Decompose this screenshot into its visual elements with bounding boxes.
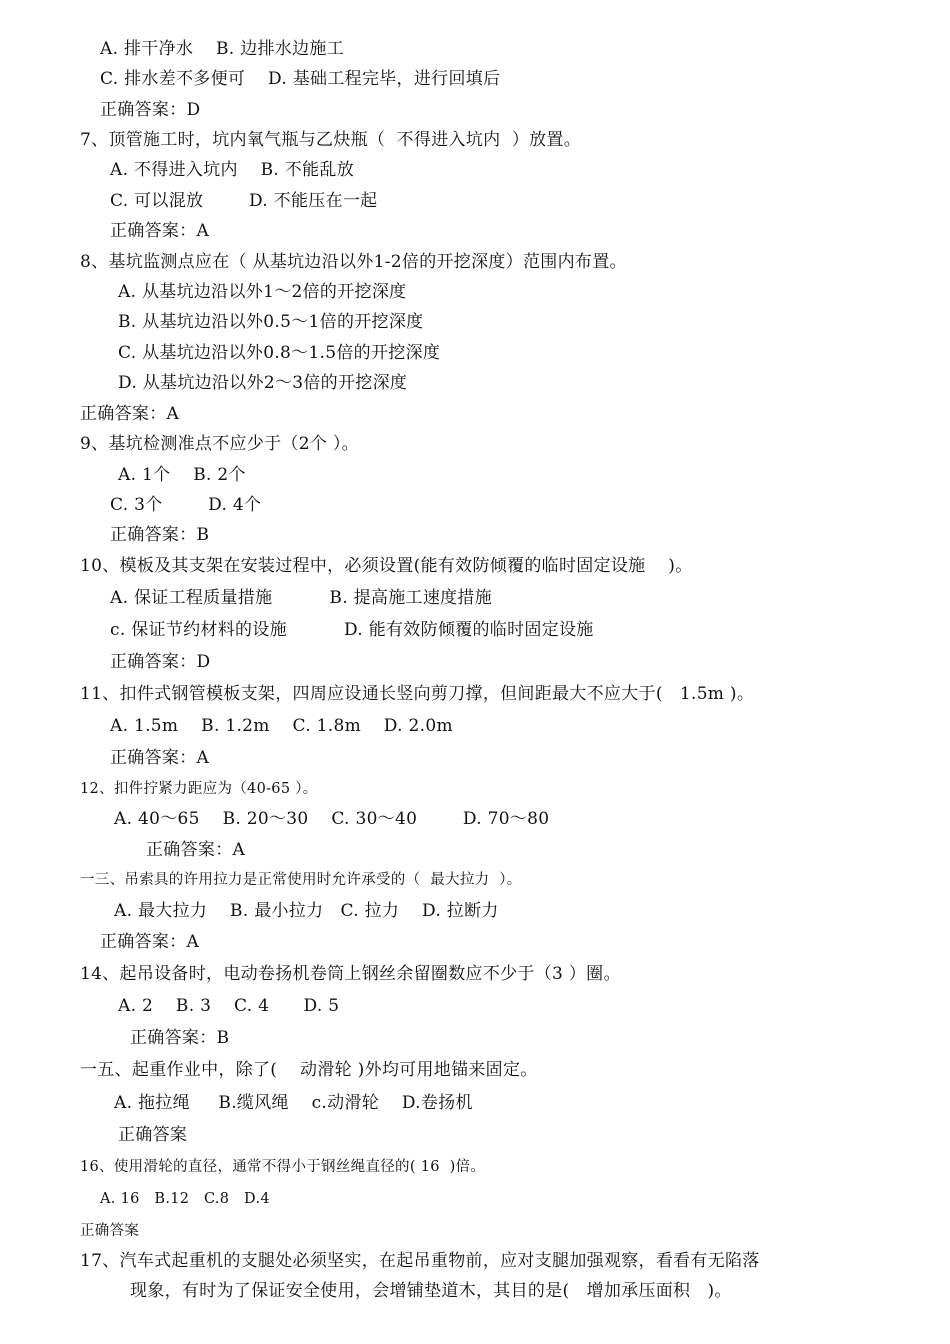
q9-options-cd: C. 3个 D. 4个	[110, 495, 262, 515]
q11-options: A. 1.5m B. 1.2m C. 1.8m D. 2.0m	[110, 716, 453, 736]
q9-options-ab: A. 1个 B. 2个	[118, 465, 246, 485]
q8-answer: 正确答案：A	[80, 404, 180, 424]
q16-options: A. 16 B.12 C.8 D.4	[100, 1191, 270, 1207]
q13-answer: 正确答案：A	[100, 932, 200, 952]
q7-question: 7、顶管施工时，坑内氧气瓶与乙炔瓶（ 不得进入坑内 ）放置。	[80, 130, 582, 150]
q14-answer: 正确答案：B	[130, 1028, 230, 1048]
q10-options-cd: c. 保证节约材料的设施 D. 能有效防倾覆的临时固定设施	[110, 620, 594, 640]
q16-question: 16、使用滑轮的直径，通常不得小于钢丝绳直径的( 16 )倍。	[80, 1159, 486, 1175]
q7-options-cd: C. 可以混放 D. 不能压在一起	[110, 191, 378, 211]
q6-options-ab: A. 排干净水 B. 边排水边施工	[100, 39, 344, 59]
q7-options-ab: A. 不得进入坑内 B. 不能乱放	[110, 160, 354, 180]
q7-answer: 正确答案：A	[110, 221, 210, 241]
q11-answer: 正确答案：A	[110, 748, 210, 768]
q11-question: 11、扣件式钢管模板支架，四周应设通长竖向剪刀撑，但间距最大不应大于( 1.5m )。	[80, 684, 755, 704]
q10-options-ab: A. 保证工程质量措施 B. 提高施工速度措施	[110, 588, 493, 608]
q8-option-a: A. 从基坑边沿以外1～2倍的开挖深度	[118, 282, 407, 302]
q14-options: A. 2 B. 3 C. 4 D. 5	[118, 996, 340, 1016]
q15-question: 一五、起重作业中，除了( 动滑轮 )外均可用地锚来固定。	[80, 1060, 538, 1080]
q8-option-c: C. 从基坑边沿以外0.8～1.5倍的开挖深度	[118, 343, 441, 363]
q17-question-line1: 17、汽车式起重机的支腿处必须坚实，在起吊重物前，应对支腿加强观察，看看有无陷落	[80, 1251, 760, 1271]
q15-answer: 正确答案	[118, 1125, 188, 1145]
q12-answer: 正确答案：A	[146, 840, 246, 860]
q6-options-cd: C. 排水差不多便可 D. 基础工程完毕，进行回填后	[100, 69, 501, 89]
q8-question: 8、基坑监测点应在（ 从基坑边沿以外1-2倍的开挖深度）范围内布置。	[80, 252, 627, 272]
q10-question: 10、模板及其支架在安装过程中，必须设置(能有效防倾覆的临时固定设施 )。	[80, 556, 693, 576]
q6-answer: 正确答案：D	[100, 100, 201, 120]
q9-question: 9、基坑检测准点不应少于（2个 ）。	[80, 434, 359, 454]
q12-question: 12、扣件拧紧力距应为（40-65 ）。	[80, 781, 318, 797]
q10-answer: 正确答案：D	[110, 652, 211, 672]
q15-options: A. 拖拉绳 B.缆风绳 c.动滑轮 D.卷扬机	[114, 1093, 473, 1113]
q16-answer: 正确答案	[80, 1223, 140, 1239]
q9-answer: 正确答案：B	[110, 525, 210, 545]
q13-options: A. 最大拉力 B. 最小拉力 C. 拉力 D. 拉断力	[114, 901, 499, 921]
q8-option-b: B. 从基坑边沿以外0.5～1倍的开挖深度	[118, 312, 424, 332]
q14-question: 14、起吊设备时，电动卷扬机卷筒上钢丝余留圈数应不少于（3 ）圈。	[80, 964, 621, 984]
q8-option-d: D. 从基坑边沿以外2～3倍的开挖深度	[118, 373, 408, 393]
q13-question: 一三、吊索具的许用拉力是正常使用时允许承受的（ 最大拉力 ）。	[80, 872, 522, 888]
q12-options: A. 40～65 B. 20～30 C. 30～40 D. 70～80	[114, 809, 550, 829]
q17-question-line2: 现象，有时为了保证安全使用，会增铺垫道木，其目的是( 增加承压面积 )。	[130, 1281, 732, 1301]
